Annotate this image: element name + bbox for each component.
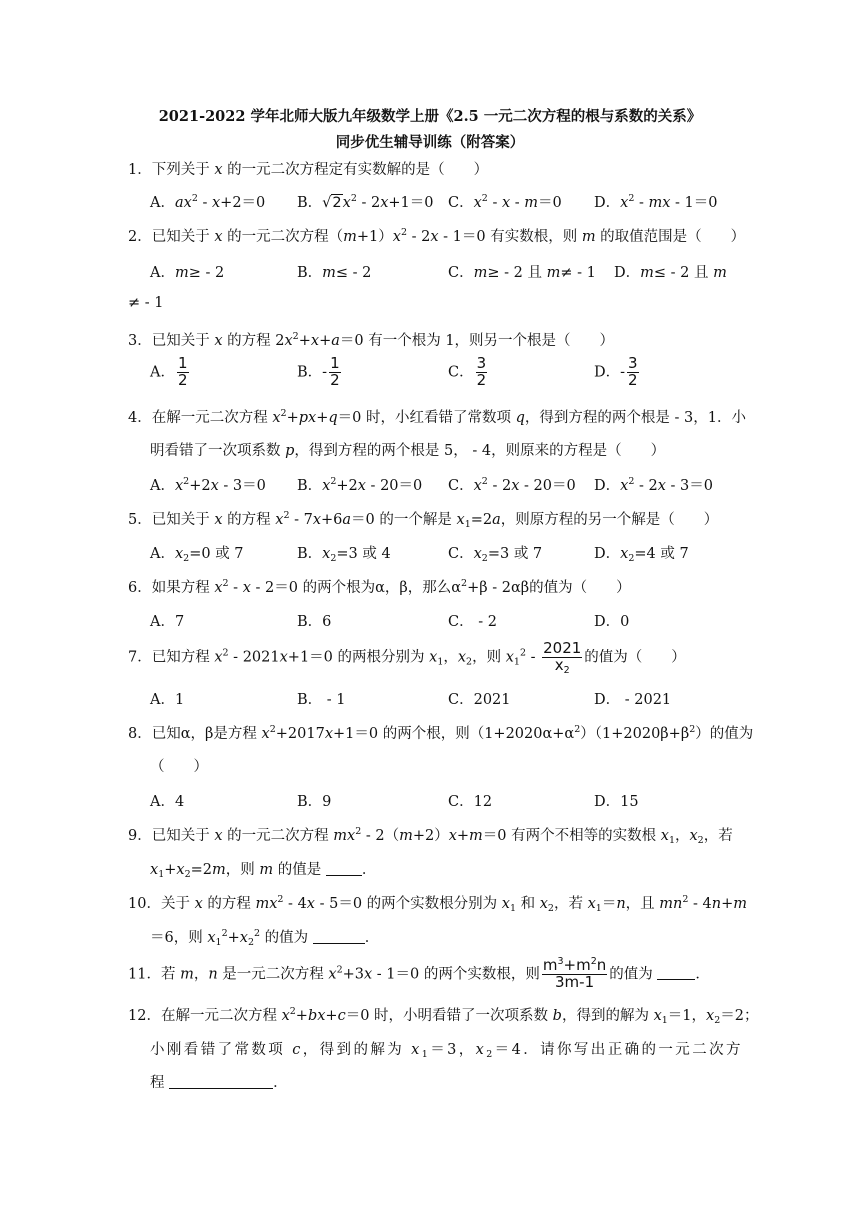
sqrt-symbol: √2	[322, 195, 342, 211]
question-2: 2．已知关于 x 的一元二次方程$(m+1)x^2 - 2x - 1=0$ 有实数根，则 m 的取值范围是（ ）	[128, 227, 746, 245]
q4-option-d: D．$x^2 - 2x - 3=0$	[594, 476, 713, 494]
answer-blank[interactable]	[657, 965, 695, 980]
question-6: 6．如果方程 $x^2 - x - 2=0$ 的两个根为α，β，那么$\alpha^2+\beta - 2\alpha\beta$的值为（ ）	[128, 578, 631, 596]
q4-option-c: C．$x^2 - 2x - 20=0$	[448, 476, 576, 494]
q5-option-b: B．$x_2=3$ 或 4	[297, 546, 391, 564]
question-10-line1: 10．关于 x 的方程 $mx^2 - 4x - 5=0$ 的两个实数根分别为 $x_1$ 和 $x_2$，若 $x_1=n$，且 $mn^2 - 4n+m$	[128, 894, 747, 914]
q7-option-b: B． - 1	[297, 692, 346, 708]
q8-option-c: C．12	[448, 794, 493, 810]
question-9-line1: 9．已知关于 x 的一元二次方程 $mx^2 - 2(m+2)x+m=0$ 有两个不相等的实数根 $x_1$，$x_2$，若	[128, 826, 733, 846]
q2-option-d-cont: ≠ - 1	[128, 295, 164, 311]
q2-option-c: C．m≥ - 2 且 m≠ - 1	[448, 265, 596, 281]
question-12-line3: 程 ．	[150, 1075, 288, 1091]
q7-option-d: D． - 2021	[594, 692, 672, 708]
fraction: $\frac{m^3+m^2n}{3m-1}$	[542, 956, 607, 991]
question-1: 1．下列关于 x 的一元二次方程定有实数解的是（ ）	[128, 162, 489, 178]
question-12-line1: 12．在解一元二次方程 $x^2+bx+c=0$ 时，小明看错了一次项系数 b，得到的解为 $x_1=1$，$x_2=2$；	[128, 1006, 759, 1026]
document-title-line2: 同步优生辅导训练（附答案）	[335, 134, 525, 151]
answer-blank[interactable]	[313, 929, 365, 944]
q4-option-b: B．$x^2+2x - 20=0$	[297, 476, 423, 494]
q1-option-c: C．$x^2 - x - m=0$	[448, 193, 562, 211]
answer-blank[interactable]	[169, 1074, 273, 1089]
q3-option-d: D．- $\frac{3}{2}$	[594, 354, 638, 389]
question-10-line2: ＝6，则 $x_1^2+x_2^2$ 的值为 ．	[150, 928, 380, 948]
q7-option-c: C．2021	[448, 692, 511, 708]
question-5: 5．已知关于 x 的方程 $x^2 - 7x+6a=0$ 的一个解是 $x_1=2a$，则原方程的另一个解是（ ）	[128, 510, 719, 530]
q3-option-b: B．- $\frac{1}{2}$	[297, 354, 340, 389]
q3-option-c: C． $\frac{3}{2}$	[448, 354, 487, 389]
question-4-line2: 明看错了一次项系数 p，得到方程的两个根是 5， - 4，则原来的方程是（ ）	[150, 443, 666, 459]
fraction: $\frac{1}{2}$	[177, 354, 188, 389]
q8-option-a: A．4	[150, 794, 185, 810]
q5-option-c: C．$x_2=3$ 或 7	[448, 546, 543, 564]
q6-option-b: B．6	[297, 614, 332, 630]
question-12-line2: 小刚看错了常数项 c，得到的解为 $x_1=3$，$x_2=4$．请你写出正确的一元二次方	[150, 1042, 743, 1060]
question-8-line1: 8．已知α，β是方程 $x^2+2017x+1=0$ 的两个根，则$(1+2020\alpha+\alpha^2)(1+2020\beta+\beta^2)$的值为	[128, 724, 754, 742]
q2-option-d: D．m≤ - 2 且 m	[614, 265, 727, 281]
question-11: 11．若 m，n 是一元二次方程 $x^2+3x - 1=0$ 的两个实数根，则 $\frac{m^3+m^2n}{3m-1}$ 的值为 ．	[128, 956, 710, 991]
q5-option-a: A．$x_2=0$ 或 7	[150, 546, 244, 564]
q1-option-d: D．$x^2$ - mx - 1＝0	[594, 193, 718, 211]
question-8-line2: （ ）	[150, 759, 208, 775]
q4-option-a: A．$x^2+2x - 3=0$	[150, 476, 266, 494]
q6-option-a: A．7	[150, 614, 185, 630]
fraction: $\frac{3}{2}$	[476, 354, 487, 389]
fraction: $\frac{3}{2}$	[628, 354, 638, 389]
q6-option-d: D．0	[594, 614, 630, 630]
fraction: $\frac{1}{2}$	[330, 354, 340, 389]
document-title-line1: 2021-2022 学年北师大版九年级数学上册《2.5 一元二次方程的根与系数的关系》	[158, 108, 702, 125]
question-9-line2: $x_1+x_2=2m$，则 m 的值是 ．	[150, 862, 377, 880]
question-3: 3．已知关于 x 的方程 $2x^2+x+a=0$ 有一个根为 1，则另一个根是（ ）	[128, 331, 615, 349]
q5-option-d: D．$x_2=4$ 或 7	[594, 546, 689, 564]
q2-option-b: B．m≤ - 2	[297, 265, 372, 281]
q1-option-b: B．$√2x^2 - 2x+1=0$	[297, 193, 434, 211]
q2-option-a: A．m≥ - 2	[150, 265, 225, 281]
q8-option-b: B．9	[297, 794, 332, 810]
q6-option-c: C． - 2	[448, 614, 497, 630]
question-7: 7．已知方程 $x^2 - 2021x+1=0$ 的两根分别为 $x_1$，$x_2$，则 $x_1^2$ - $\frac{2021}{x_2}$ 的值为（ ）	[128, 639, 686, 676]
question-4-line1: 4．在解一元二次方程 $x^2+px+q=0$ 时，小红看错了常数项 q，得到方程的两个根是 - 3，1．小	[128, 408, 746, 426]
q3-option-a: A． $\frac{1}{2}$	[150, 354, 188, 389]
q7-option-a: A．1	[150, 692, 185, 708]
q1-option-a: A．$ax^2 - x+2=0$	[150, 193, 266, 211]
fraction: $\frac{2021}{x_2}$	[543, 639, 582, 676]
answer-blank[interactable]	[326, 861, 362, 876]
q8-option-d: D．15	[594, 794, 639, 810]
